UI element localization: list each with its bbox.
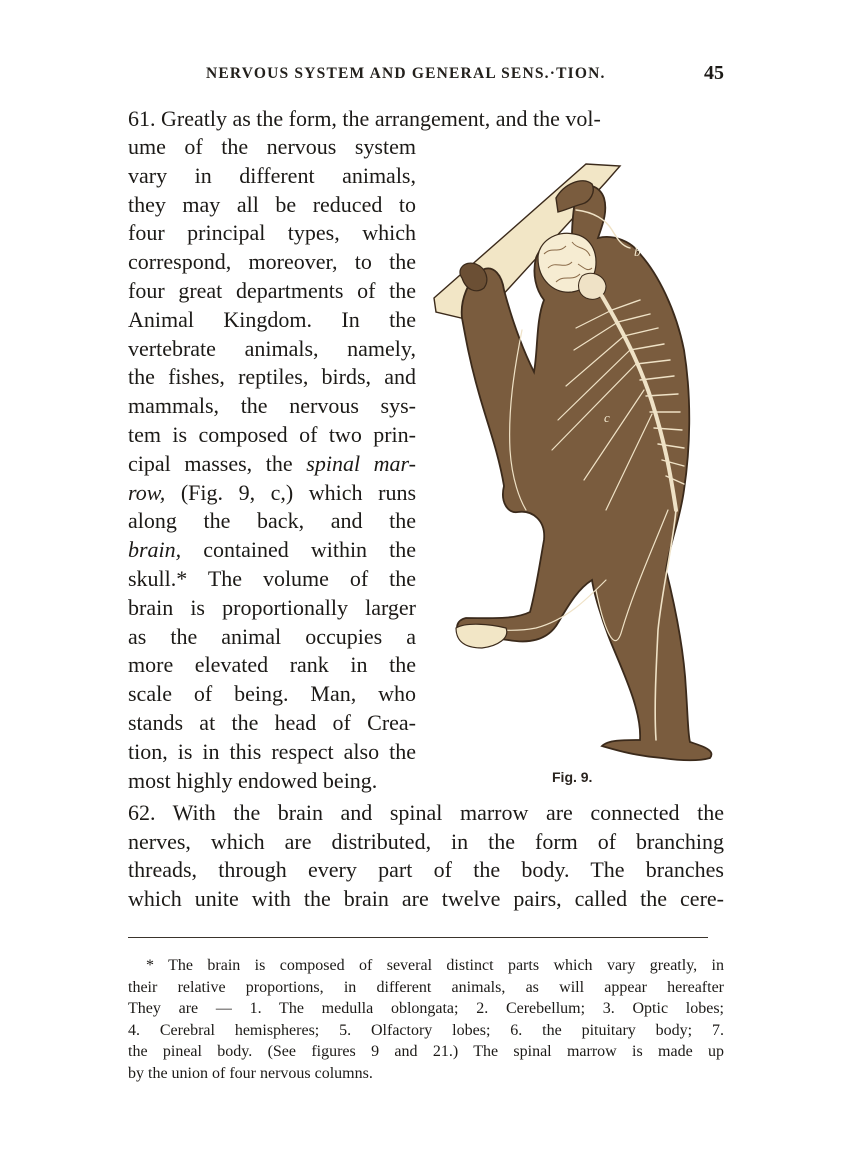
paragraph-61-first-line	[128, 104, 724, 133]
text-line: brain is proportionally larger	[128, 594, 416, 620]
text-line: they may all be reduced to	[128, 191, 416, 217]
emphasis-row: row,	[128, 479, 166, 505]
text-line-with-emphasis	[128, 536, 416, 565]
text-line: threads, through every part of the body. The branches	[128, 857, 724, 883]
figure-label-b: b	[634, 244, 641, 259]
text-line: four great departments of the	[128, 277, 416, 303]
text-line: nerves, which are distributed, in the form of branching	[128, 828, 724, 854]
text-line-with-emphasis	[128, 479, 416, 508]
text-fragment: contained within the	[203, 537, 416, 563]
text-line: most highly endowed being.	[128, 767, 378, 793]
page-header	[128, 62, 724, 86]
footnote-line: the pineal body. (See figures 9 and 21.) The spinal marrow is made up	[128, 1043, 724, 1060]
text-line: more elevated rank in the	[128, 652, 416, 678]
monkey-illustration	[426, 150, 736, 780]
figure-caption: Fig. 9.	[552, 769, 593, 785]
monkey-left-foot	[456, 624, 507, 648]
text-line: Greatly as the form, the arrangement, and the vol-	[161, 106, 601, 131]
text-fragment: cipal masses, the	[128, 450, 293, 476]
text-line: along the back, and the	[128, 508, 416, 534]
footnote-line: their relative proportions, in different animals, as will appear hereafter	[128, 978, 724, 996]
text-line: ume of the nervous system	[128, 134, 416, 159]
text-line-with-emphasis	[128, 450, 416, 479]
text-line: Animal Kingdom. In the	[128, 306, 416, 332]
footnote-line: * The brain is composed of several distinct parts which vary greatly, in	[146, 957, 724, 974]
text-line: four principal types, which	[128, 220, 416, 246]
text-line: mammals, the nervous sys-	[128, 393, 416, 419]
text-fragment: (Fig. 9, c,) which runs	[180, 479, 417, 505]
emphasis-spinal-marrow: spinal mar-	[306, 450, 417, 476]
footnote-line: They are — 1. The medulla oblongata; 2. Cerebellum; 3. Optic lobes;	[128, 1000, 724, 1017]
paragraph-number: 61.	[128, 106, 156, 131]
text-line: the fishes, reptiles, birds, and	[128, 364, 416, 390]
text-line: vary in different animals,	[128, 162, 416, 188]
figure-label-c: c	[604, 410, 610, 425]
footnote-divider	[128, 937, 708, 938]
text-line: tion, is in this respect also the	[128, 738, 416, 764]
text-line: 62. With the brain and spinal marrow are connected the	[128, 800, 724, 825]
footnote	[128, 955, 724, 1084]
text-line: which unite with the brain are twelve pairs, called the cere-	[128, 885, 724, 911]
text-line: correspond, moreover, to the	[128, 249, 416, 275]
text-line: skull.* The volume of the	[128, 565, 416, 591]
text-line: vertebrate animals, namely,	[128, 335, 416, 361]
paragraph-62	[128, 799, 724, 913]
emphasis-brain: brain,	[128, 537, 182, 563]
footnote-line: 4. Cerebral hemispheres; 5. Olfactory lobes; 6. the pituitary body; 7.	[128, 1021, 724, 1039]
running-title: NERVOUS SYSTEM AND GENERAL SENS.·TION.	[206, 65, 606, 82]
text-line: stands at the head of Crea-	[128, 709, 416, 735]
text-line: as the animal occupies a	[128, 623, 416, 649]
text-line: tem is composed of two prin-	[128, 421, 416, 447]
figure-9-monkey-nervous-system	[426, 150, 736, 780]
paragraph-61-column	[128, 133, 416, 795]
footnote-line: by the union of four nervous columns.	[128, 1064, 373, 1082]
text-line: scale of being. Man, who	[128, 681, 416, 707]
page-number: 45	[704, 62, 724, 84]
